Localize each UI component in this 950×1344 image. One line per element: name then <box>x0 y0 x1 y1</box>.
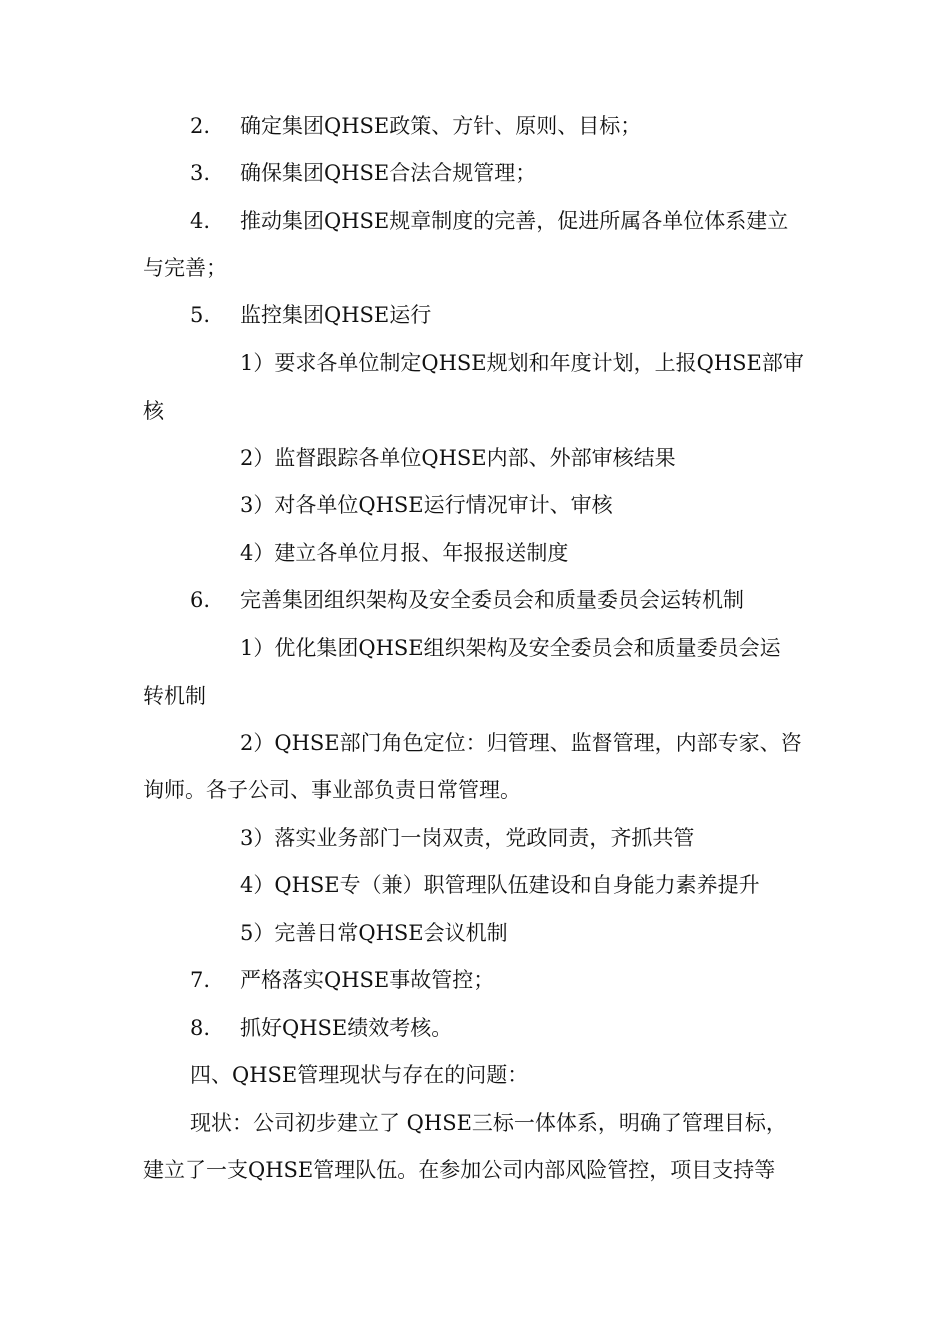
sub-item-5-2: 2）监督跟踪各单位QHSE内部、外部审核结果 <box>240 446 676 470</box>
item-number: 2. <box>190 114 211 138</box>
item-text: 严格落实QHSE事故管控； <box>240 968 495 992</box>
list-item-6 <box>190 588 744 612</box>
sub-item-6-2: 2）QHSE部门角色定位：归管理、监督管理，内部专家、咨 <box>240 731 802 755</box>
item-text: 推动集团QHSE规章制度的完善，促进所属各单位体系建立 <box>240 209 789 233</box>
sub-item-6-5: 5）完善日常QHSE会议机制 <box>240 921 508 945</box>
status-paragraph-line-1: 现状：公司初步建立了 QHSE三标一体体系，明确了管理目标， <box>190 1111 787 1135</box>
item-text: 监控集团QHSE运行 <box>240 303 432 327</box>
sub-item-6-1-continuation: 转机制 <box>143 684 206 708</box>
sub-item-5-1: 1）要求各单位制定QHSE规划和年度计划，上报QHSE部审 <box>240 351 804 375</box>
item-number: 6. <box>190 588 211 612</box>
sub-item-6-2-continuation: 询师。各子公司、事业部负责日常管理。 <box>143 778 521 802</box>
item-number: 4. <box>190 209 211 233</box>
section-heading: 四、QHSE管理现状与存在的问题： <box>190 1063 529 1087</box>
sub-item-6-3: 3）落实业务部门一岗双责，党政同责，齐抓共管 <box>240 826 695 850</box>
item-text: 抓好QHSE绩效考核。 <box>240 1016 453 1040</box>
item-number: 3. <box>190 161 211 185</box>
item-number: 8. <box>190 1016 211 1040</box>
list-item-8 <box>190 1016 452 1040</box>
list-item-3 <box>190 161 536 185</box>
sub-item-5-4: 4）建立各单位月报、年报报送制度 <box>240 541 569 565</box>
sub-item-5-1-continuation: 核 <box>143 399 164 423</box>
sub-item-5-3: 3）对各单位QHSE运行情况审计、审核 <box>240 493 613 517</box>
sub-item-6-4: 4）QHSE专（兼）职管理队伍建设和自身能力素养提升 <box>240 873 760 897</box>
list-item-5 <box>190 303 431 327</box>
item-number: 5. <box>190 303 211 327</box>
item-text: 确定集团QHSE政策、方针、原则、目标； <box>240 114 642 138</box>
list-item-4 <box>190 209 788 233</box>
list-item-4-continuation: 与完善； <box>143 256 227 280</box>
list-item-2 <box>190 114 641 138</box>
sub-item-6-1: 1）优化集团QHSE组织架构及安全委员会和质量委员会运 <box>240 636 781 660</box>
item-text: 确保集团QHSE合法合规管理； <box>240 161 537 185</box>
item-number: 7. <box>190 968 211 992</box>
status-paragraph-line-2: 建立了一支QHSE管理队伍。在参加公司内部风险管控，项目支持等 <box>143 1158 776 1182</box>
item-text: 完善集团组织架构及安全委员会和质量委员会运转机制 <box>240 588 744 612</box>
list-item-7 <box>190 968 494 992</box>
